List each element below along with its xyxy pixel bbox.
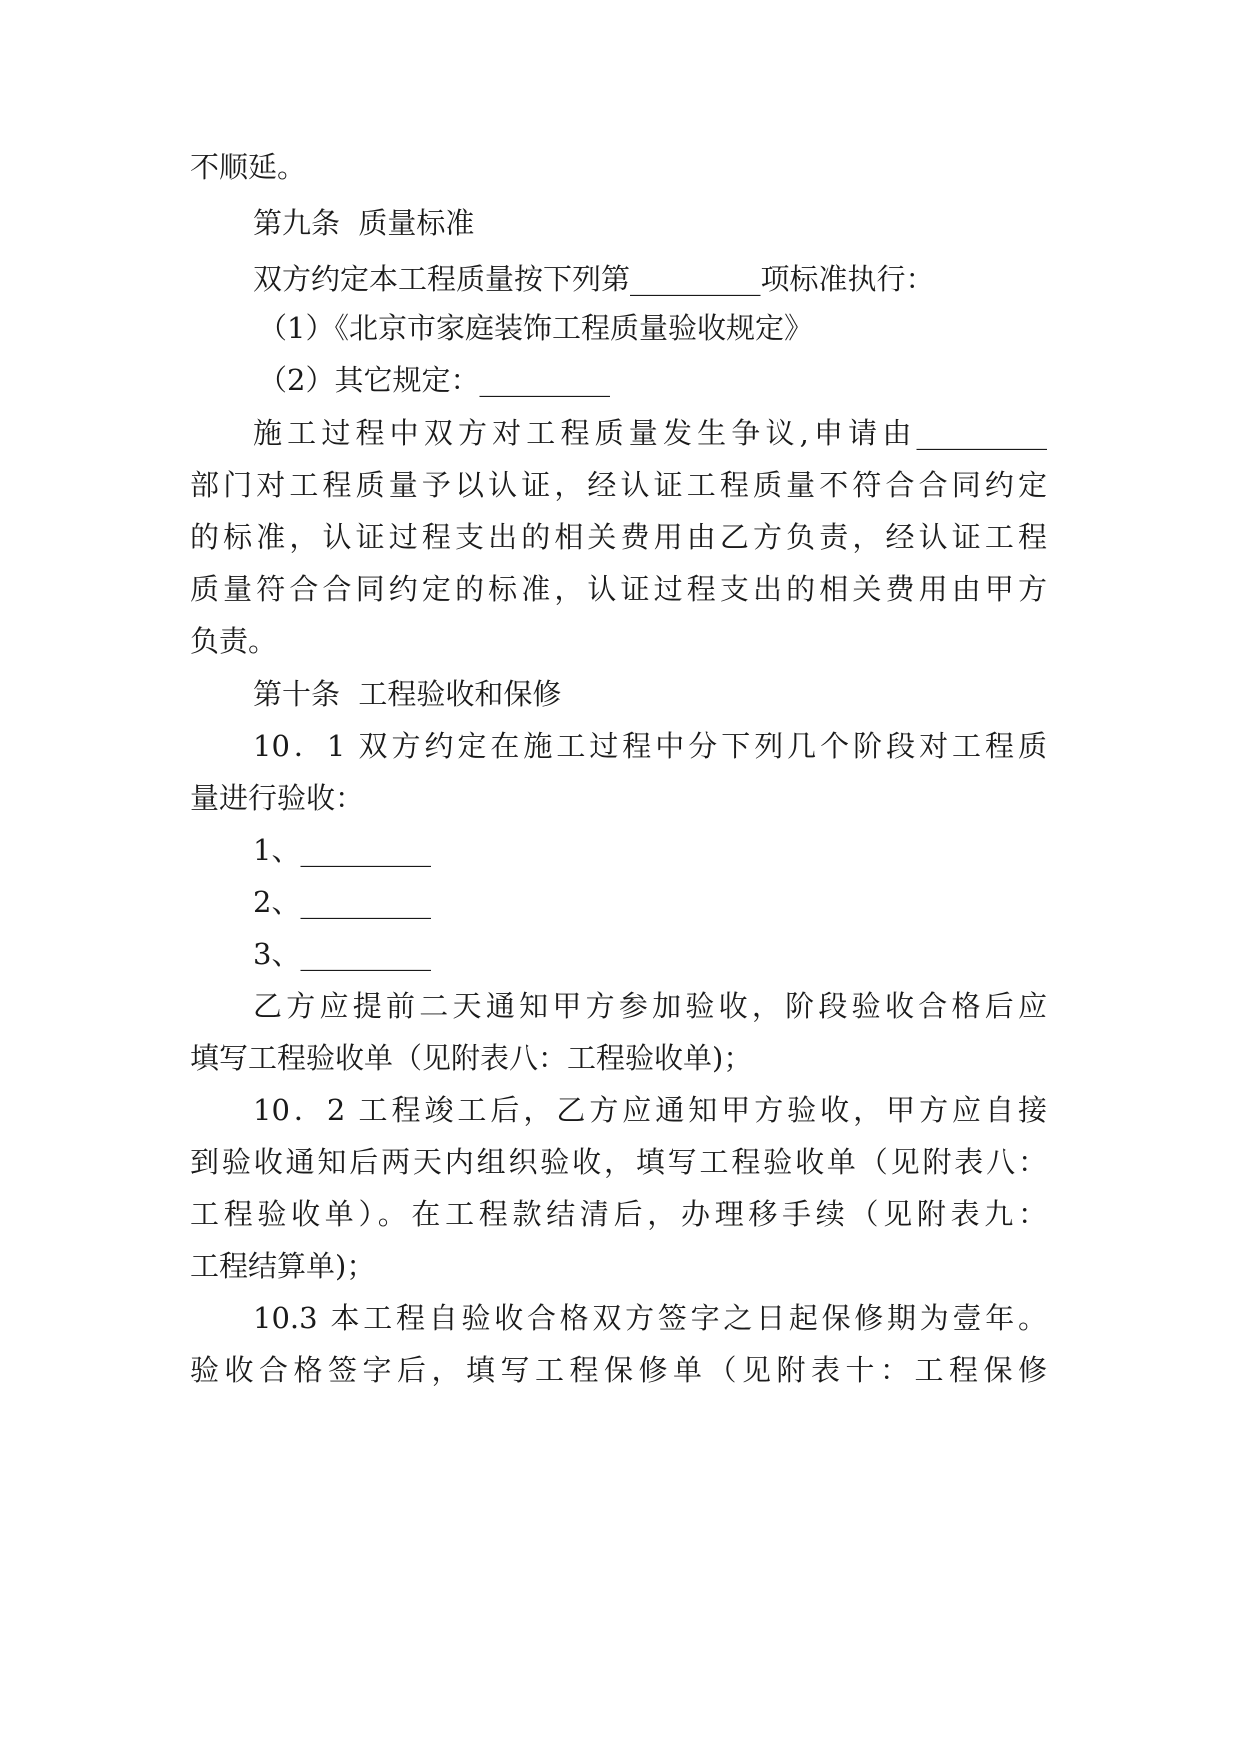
paragraph-line: 工程结算单)； [190, 1249, 376, 1283]
paragraph-line: 量进行验收： [190, 781, 365, 815]
list-item: （2）其它规定：_________ [258, 363, 610, 397]
article-heading: 第九条 质量标准 [253, 206, 475, 240]
paragraph-line: 负责。 [190, 624, 278, 658]
paragraph-line: 质量符合合同约定的标准，认证过程支出的相关费用由甲方 [190, 572, 1047, 606]
paragraph-line: 的标准，认证过程支出的相关费用由乙方负责，经认证工程 [190, 520, 1047, 554]
paragraph-line: 填写工程验收单（见附表八：工程验收单)； [190, 1041, 753, 1075]
paragraph-line: 部门对工程质量予以认证，经认证工程质量不符合合同约定 [190, 468, 1047, 502]
article-heading: 第十条 工程验收和保修 [253, 677, 562, 711]
list-item: （1）《北京市家庭装饰工程质量验收规定》 [258, 311, 813, 345]
paragraph-line: 验收合格签字后，填写工程保修单（见附表十：工程保修 [190, 1353, 1047, 1387]
paragraph-line: 10．2 工程竣工后，乙方应通知甲方验收，甲方应自接 [253, 1093, 1047, 1127]
list-item: 3、_________ [253, 937, 431, 971]
list-item: 1、_________ [253, 833, 431, 867]
paragraph-line: 双方约定本工程质量按下列第_________项标准执行： [253, 262, 935, 296]
paragraph-line: 不顺延。 [190, 150, 307, 184]
paragraph-line: 到验收通知后两天内组织验收，填写工程验收单（见附表八： [190, 1145, 1047, 1179]
paragraph-line: 10.3 本工程自验收合格双方签字之日起保修期为壹年。 [253, 1301, 1047, 1335]
paragraph-line: 乙方应提前二天通知甲方参加验收，阶段验收合格后应 [253, 989, 1047, 1023]
paragraph-line: 10．1 双方约定在施工过程中分下列几个阶段对工程质 [253, 729, 1047, 763]
paragraph-line: 施工过程中双方对工程质量发生争议,申请由_________ [253, 416, 1047, 450]
list-item: 2、_________ [253, 885, 431, 919]
paragraph-line: 工程验收单）。在工程款结清后，办理移手续（见附表九： [190, 1197, 1047, 1231]
